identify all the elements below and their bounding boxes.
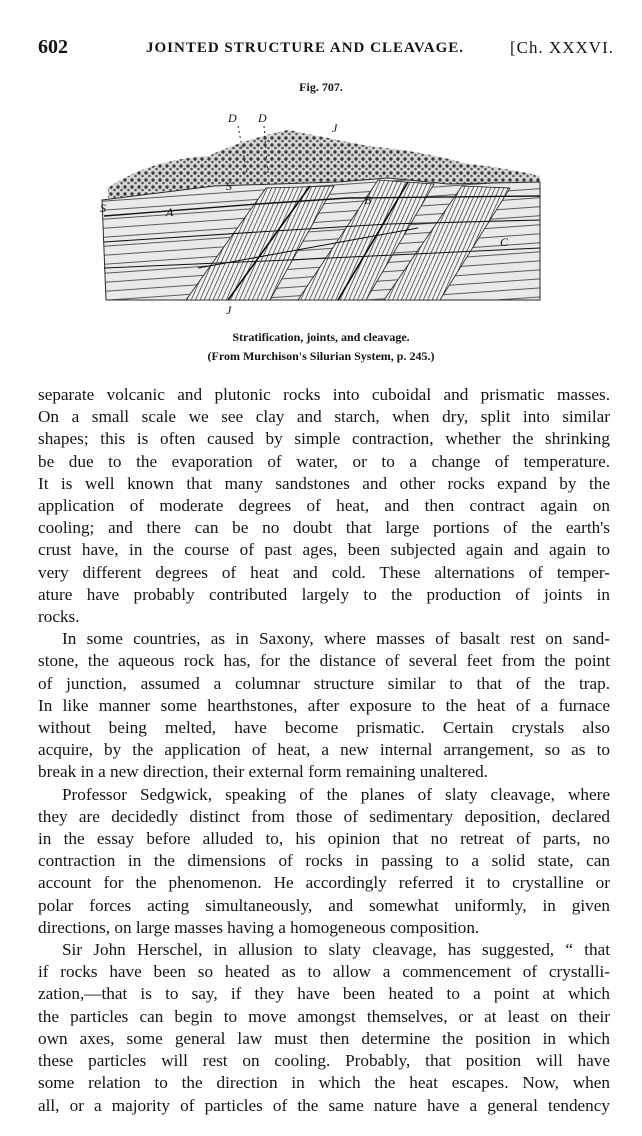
text-line: stone, the aqueous rock has, for the distance of several feet from the point [38,651,610,671]
text-line: without being melted, have become prismatic. Certain crystals also [38,718,610,738]
text-line: zation,—that is to say, if they have been heated to a point at which [38,984,610,1004]
text-line: contraction in the dimensions of rocks in passing to a solid state, can [38,851,610,871]
fig-letter-a: A [166,205,174,219]
fig-letter-d2: D [258,111,267,125]
figure-label: Fig. 707. [299,80,343,94]
chapter-label: [Ch. XXXVI. [509,38,614,57]
running-title: JOINTED STRUCTURE AND CLEAVAGE. [146,40,465,56]
text-line: In like manner some hearthstones, after exposure to the heat of a furnace [38,695,610,715]
text-line: if rocks have been so heated as to allow a commencement of crystalli- [38,962,610,982]
page-number: 602 [38,36,68,58]
text-line: On a small scale we see clay and starch, when dry, split into similar [38,407,610,427]
text-line: acquire, by the application of heat, a new internal arrangement, so as to [38,740,610,760]
fig-letter-d1: D [228,111,237,125]
text-line: Sir John Herschel, in allusion to slaty cleavage, has suggested, “ that [62,940,610,960]
text-line: In some countries, as in Saxony, where masses of basalt rest on sand- [62,629,610,649]
text-line: It is well known that many sandstones and other rocks expand by the [38,473,610,493]
text-line: directions, on large masses having a homogeneous composition. [38,917,480,937]
text-line: cooling; and there can be no doubt that large portions of the earth's [38,518,610,538]
text-line: they are decidedly distinct from those of sedimentary deposition, declared [38,806,610,826]
fig-letter-j-top: J [332,121,338,135]
text-line: separate volcanic and plutonic rocks into cuboidal and prismatic masses. [38,385,610,404]
text-line: own axes, some general law must then determine the position in which [38,1028,610,1048]
fig-letter-c: C [500,235,509,249]
page-header [38,36,614,60]
body-text [38,384,610,1117]
text-line: shapes; this is often caused by simple contraction, whether the shrinking [38,429,610,449]
text-line: of junction, assumed a columnar structure similar to that of the trap. [38,673,610,693]
text-line: polar forces acting simultaneously, and somewhat uniformly, in given [38,895,610,915]
geology-illustration [88,108,548,318]
text-line: very different degrees of heat and cold. These alternations of temper- [38,562,610,582]
figure-caption: Stratification, joints, and cleavage. [232,330,410,344]
text-line: some relation to the direction in which the heat escapes. Now, when [38,1073,610,1093]
text-line: Professor Sedgwick, speaking of the planes of slaty cleavage, where [62,784,610,804]
fig-letter-s2: S [226,179,232,193]
text-line: the particles can begin to move amongst themselves, or at least on their [38,1006,610,1026]
text-line: break in a new direction, their external form remaining unaltered. [38,762,489,782]
text-line: rocks. [38,607,80,627]
text-line: be due to the evaporation of water, or to a change of temperature. [38,451,610,471]
text-line: account for the phenomenon. He accordingly referred it to crystalline or [38,873,610,893]
fig-letter-b: B [364,193,372,207]
text-line: ature have probably contributed largely to the production of joints in [38,584,610,604]
text-line: application of moderate degrees of heat, and then contract again on [38,496,610,516]
fig-letter-j-bottom: J [226,303,232,317]
text-line: in the essay before alluded to, his opinion that no retreat of parts, no [38,829,610,849]
text-line: all, or a majority of particles of the same nature have a general tendency [38,1095,610,1115]
text-line: crust have, in the course of past ages, been subjected again and again to [38,540,610,560]
fig-letter-s1: S [100,201,106,215]
text-line: these particles will rest on cooling. Probably, that position will have [38,1051,610,1071]
figure-source: (From Murchison's Silurian System, p. 245.) [207,349,435,363]
